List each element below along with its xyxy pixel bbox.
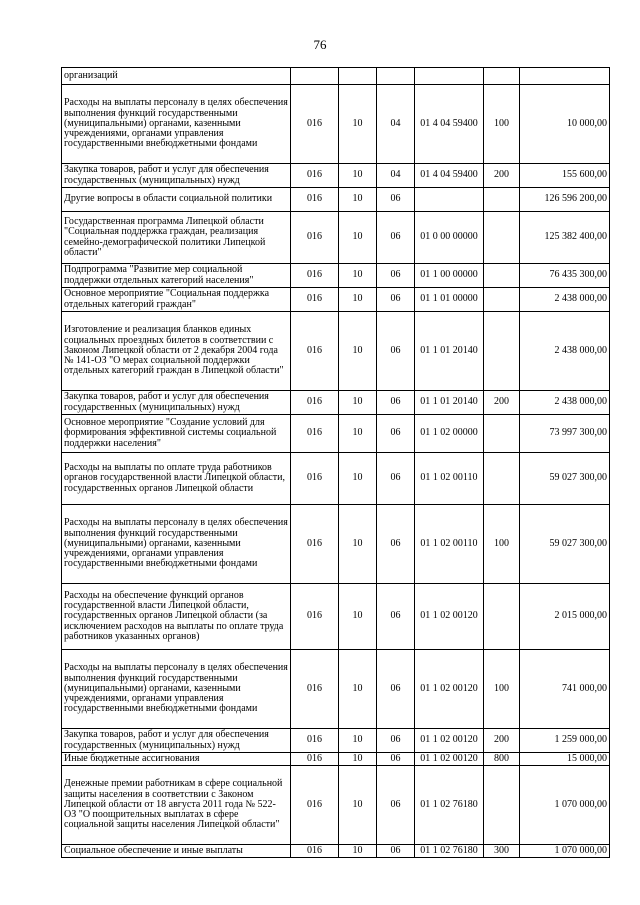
row-rz: 10	[339, 415, 377, 453]
row-pr	[377, 68, 415, 85]
row-name: Расходы на выплаты персоналу в целях обеспечения выполнения функций государственными (муниципальными) органами, казенными учреждениями, органами управления государственными внебюджетными фондами	[62, 650, 291, 729]
row-pr: 06	[377, 845, 415, 858]
row-vr: 200	[484, 729, 520, 753]
row-vr: 200	[484, 391, 520, 415]
row-pr: 06	[377, 729, 415, 753]
row-sum: 1 259 000,00	[520, 729, 610, 753]
row-csr: 01 1 00 00000	[415, 264, 484, 288]
row-rz: 10	[339, 753, 377, 766]
row-rz: 10	[339, 264, 377, 288]
row-ved: 016	[291, 212, 339, 264]
row-rz: 10	[339, 391, 377, 415]
row-pr: 06	[377, 288, 415, 312]
row-sum: 126 596 200,00	[520, 188, 610, 212]
row-rz: 10	[339, 212, 377, 264]
row-sum	[520, 68, 610, 85]
row-csr: 01 1 01 20140	[415, 391, 484, 415]
table-row	[62, 453, 610, 505]
row-pr: 06	[377, 264, 415, 288]
row-rz: 10	[339, 584, 377, 650]
row-vr	[484, 766, 520, 845]
row-rz: 10	[339, 188, 377, 212]
row-pr: 04	[377, 85, 415, 164]
row-pr: 06	[377, 505, 415, 584]
row-ved	[291, 68, 339, 85]
row-csr: 01 4 04 59400	[415, 85, 484, 164]
row-rz: 10	[339, 845, 377, 858]
row-csr: 01 4 04 59400	[415, 164, 484, 188]
row-vr	[484, 415, 520, 453]
row-name: Расходы на выплаты по оплате труда работников органов государственной власти Липецкой области, государственных органов Липецкой области	[62, 453, 291, 505]
row-vr	[484, 264, 520, 288]
row-vr	[484, 188, 520, 212]
row-pr: 06	[377, 188, 415, 212]
table-row	[62, 650, 610, 729]
row-vr: 100	[484, 650, 520, 729]
row-rz: 10	[339, 766, 377, 845]
row-name: Государственная программа Липецкой области "Социальная поддержка граждан, реализация семейно-демографической политики Липецкой области"	[62, 212, 291, 264]
row-sum: 741 000,00	[520, 650, 610, 729]
row-rz: 10	[339, 312, 377, 391]
row-pr: 06	[377, 212, 415, 264]
row-ved: 016	[291, 845, 339, 858]
row-sum: 2 438 000,00	[520, 391, 610, 415]
row-pr: 06	[377, 453, 415, 505]
row-name: Закупка товаров, работ и услуг для обеспечения государственных (муниципальных) нужд	[62, 164, 291, 188]
row-vr	[484, 312, 520, 391]
row-ved: 016	[291, 312, 339, 391]
table-row	[62, 415, 610, 453]
row-csr: 01 1 02 00120	[415, 584, 484, 650]
table-row	[62, 164, 610, 188]
page-number: 76	[313, 37, 327, 52]
row-sum: 73 997 300,00	[520, 415, 610, 453]
row-vr	[484, 68, 520, 85]
row-rz: 10	[339, 505, 377, 584]
row-name: Основное мероприятие "Социальная поддержка отдельных категорий граждан"	[62, 288, 291, 312]
row-ved: 016	[291, 453, 339, 505]
row-sum: 2 015 000,00	[520, 584, 610, 650]
table-row	[62, 505, 610, 584]
row-vr	[484, 212, 520, 264]
row-pr: 06	[377, 753, 415, 766]
row-sum: 76 435 300,00	[520, 264, 610, 288]
row-name: Основное мероприятие "Создание условий для формирования эффективной системы социальной поддержки населения"	[62, 415, 291, 453]
row-rz: 10	[339, 164, 377, 188]
row-ved: 016	[291, 505, 339, 584]
row-name: Расходы на выплаты персоналу в целях обеспечения выполнения функций государственными (муниципальными) органами, казенными учреждениями, органами управления государственными внебюджетными фондами	[62, 85, 291, 164]
row-pr: 06	[377, 415, 415, 453]
row-vr	[484, 288, 520, 312]
row-csr	[415, 188, 484, 212]
row-vr: 800	[484, 753, 520, 766]
row-ved: 016	[291, 85, 339, 164]
row-ved: 016	[291, 753, 339, 766]
row-pr: 06	[377, 650, 415, 729]
row-csr: 01 1 02 76180	[415, 845, 484, 858]
row-sum: 2 438 000,00	[520, 288, 610, 312]
row-sum: 155 600,00	[520, 164, 610, 188]
row-name: Иные бюджетные ассигнования	[62, 753, 291, 766]
table-row	[62, 288, 610, 312]
row-vr	[484, 584, 520, 650]
row-ved: 016	[291, 164, 339, 188]
row-ved: 016	[291, 650, 339, 729]
row-sum: 15 000,00	[520, 753, 610, 766]
row-vr: 200	[484, 164, 520, 188]
row-name: организаций	[62, 68, 291, 85]
row-csr: 01 1 02 76180	[415, 766, 484, 845]
row-rz: 10	[339, 650, 377, 729]
table-row	[62, 845, 610, 858]
table-row	[62, 312, 610, 391]
row-ved: 016	[291, 584, 339, 650]
row-rz: 10	[339, 453, 377, 505]
row-ved: 016	[291, 188, 339, 212]
row-csr: 01 1 02 00120	[415, 729, 484, 753]
row-csr	[415, 68, 484, 85]
row-pr: 06	[377, 766, 415, 845]
table-row	[62, 391, 610, 415]
row-csr: 01 0 00 00000	[415, 212, 484, 264]
row-csr: 01 1 01 20140	[415, 312, 484, 391]
row-sum: 1 070 000,00	[520, 766, 610, 845]
row-vr: 100	[484, 505, 520, 584]
row-sum: 125 382 400,00	[520, 212, 610, 264]
row-ved: 016	[291, 415, 339, 453]
row-pr: 06	[377, 584, 415, 650]
row-name: Другие вопросы в области социальной политики	[62, 188, 291, 212]
row-pr: 06	[377, 391, 415, 415]
table-row	[62, 729, 610, 753]
row-rz	[339, 68, 377, 85]
budget-table	[61, 67, 610, 858]
row-name: Изготовление и реализация бланков единых социальных проездных билетов в соответствии с Законом Липецкой области от 2 декабря 2004 года № 141-ОЗ "О мерах социальной поддержки отдельных категорий граждан в Липецкой области"	[62, 312, 291, 391]
row-csr: 01 1 02 00120	[415, 650, 484, 729]
row-name: Расходы на выплаты персоналу в целях обеспечения выполнения функций государственными (муниципальными) органами, казенными учреждениями, органами управления государственными внебюджетными фондами	[62, 505, 291, 584]
row-name: Закупка товаров, работ и услуг для обеспечения государственных (муниципальных) нужд	[62, 729, 291, 753]
table-row	[62, 584, 610, 650]
row-vr	[484, 453, 520, 505]
row-csr: 01 1 01 00000	[415, 288, 484, 312]
row-csr: 01 1 02 00000	[415, 415, 484, 453]
row-vr: 100	[484, 85, 520, 164]
table-row	[62, 264, 610, 288]
row-csr: 01 1 02 00110	[415, 505, 484, 584]
table-row	[62, 212, 610, 264]
row-rz: 10	[339, 288, 377, 312]
table-row	[62, 753, 610, 766]
row-sum: 59 027 300,00	[520, 453, 610, 505]
row-ved: 016	[291, 264, 339, 288]
row-name: Подпрограмма "Развитие мер социальной поддержки отдельных категорий населения"	[62, 264, 291, 288]
row-rz: 10	[339, 729, 377, 753]
row-ved: 016	[291, 391, 339, 415]
row-rz: 10	[339, 85, 377, 164]
table-row	[62, 188, 610, 212]
row-name: Закупка товаров, работ и услуг для обеспечения государственных (муниципальных) нужд	[62, 391, 291, 415]
row-sum: 59 027 300,00	[520, 505, 610, 584]
row-csr: 01 1 02 00110	[415, 453, 484, 505]
row-ved: 016	[291, 288, 339, 312]
row-pr: 04	[377, 164, 415, 188]
row-csr: 01 1 02 00120	[415, 753, 484, 766]
row-name: Расходы на обеспечение функций органов государственной власти Липецкой области, государственных органов Липецкой области (за исключением расходов на выплаты по оплате труда работников указанных органов)	[62, 584, 291, 650]
row-name: Денежные премии работникам в сфере социальной защиты населения в соответствии с Законом Липецкой области от 18 августа 2011 года № 522-ОЗ "О поощрительных выплатах в сфере социальной защиты населения Липецкой области"	[62, 766, 291, 845]
row-pr: 06	[377, 312, 415, 391]
table-row	[62, 85, 610, 164]
table-row	[62, 766, 610, 845]
row-name: Социальное обеспечение и иные выплаты	[62, 845, 291, 858]
row-vr: 300	[484, 845, 520, 858]
row-sum: 10 000,00	[520, 85, 610, 164]
row-ved: 016	[291, 729, 339, 753]
row-ved: 016	[291, 766, 339, 845]
row-sum: 2 438 000,00	[520, 312, 610, 391]
table-row	[62, 68, 610, 85]
row-sum: 1 070 000,00	[520, 845, 610, 858]
